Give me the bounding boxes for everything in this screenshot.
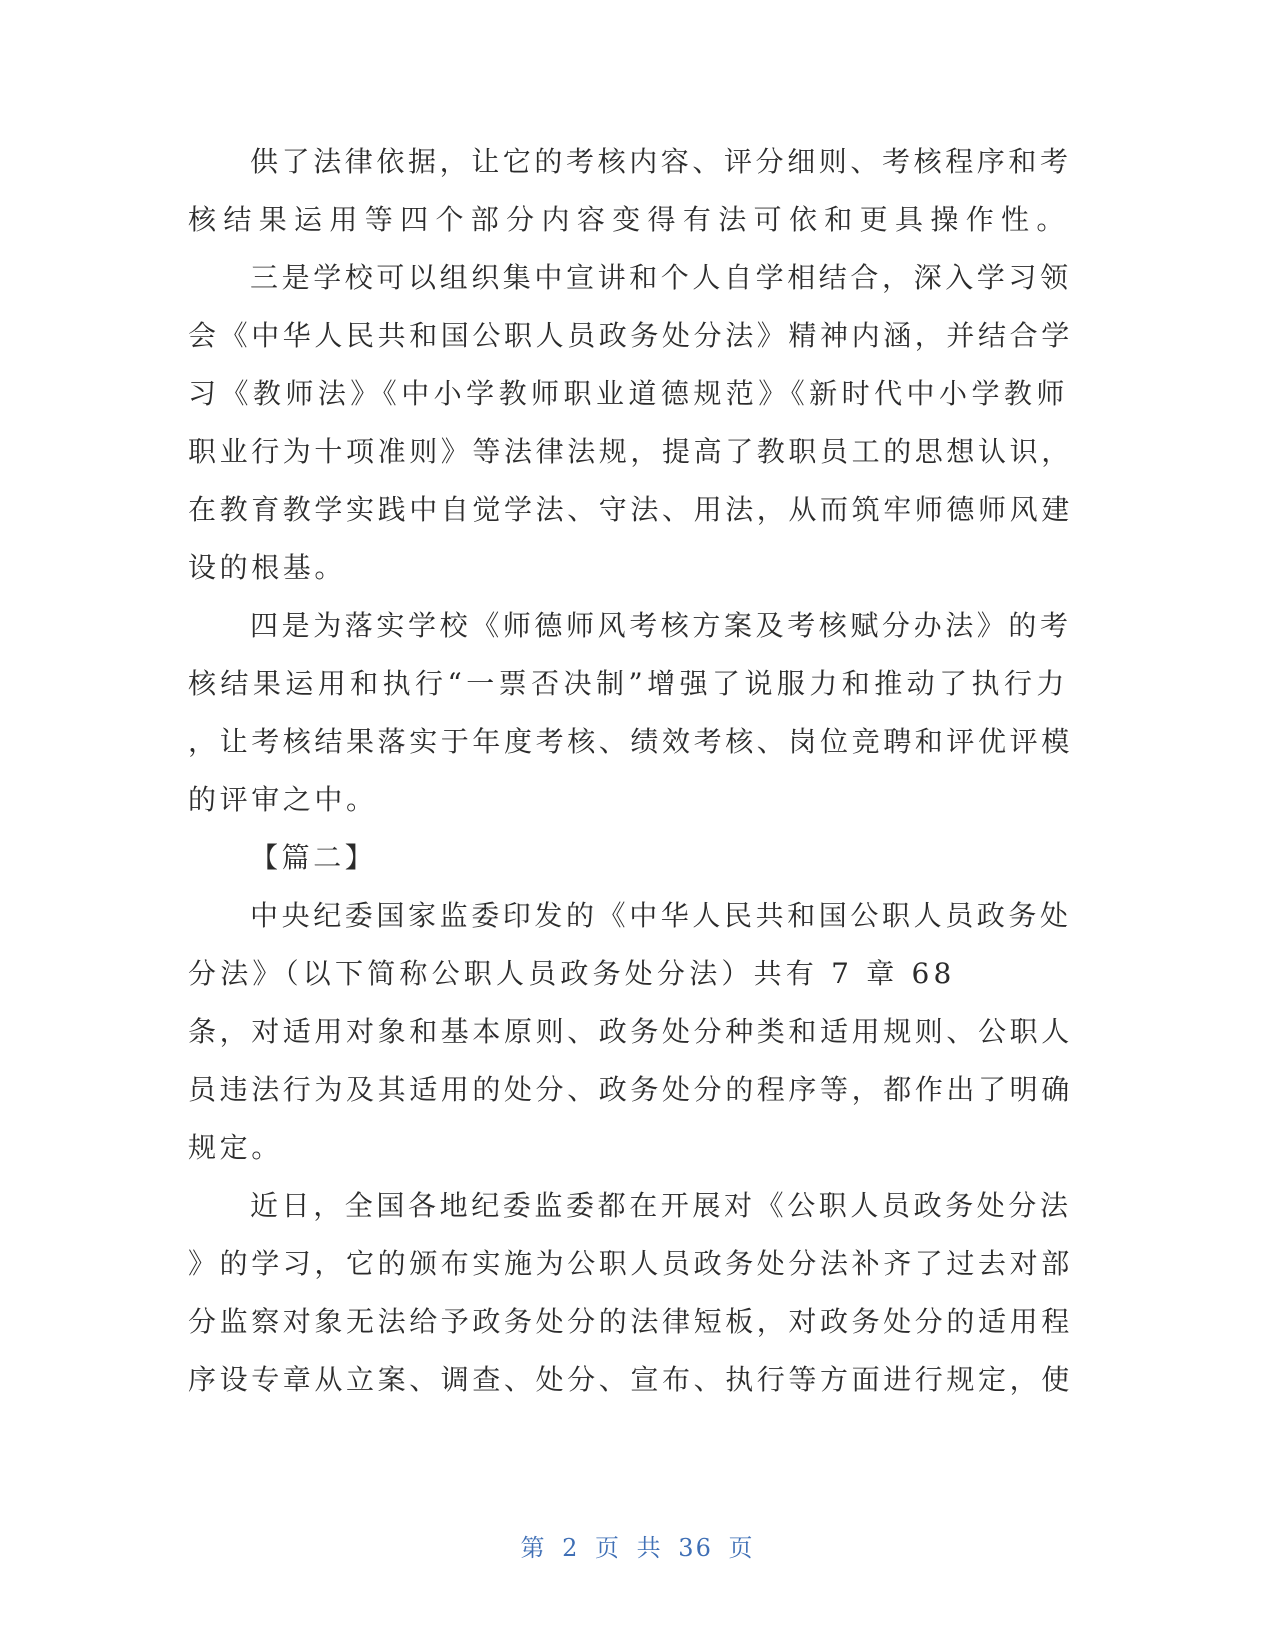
- page-number-label: 第 2 页 共 36 页: [520, 1534, 755, 1562]
- text-line: 核结果运用等四个部分内容变得有法可依和更具操作性。: [188, 203, 1068, 236]
- text-line: 职业行为十项准则》等法律法规，提高了教职员工的思想认识，: [188, 435, 1073, 468]
- text-line: 员违法行为及其适用的处分、政务处分的程序等，都作出了明确: [188, 1073, 1073, 1106]
- text-line: 分法》（以下简称公职人员政务处分法）共有 7 章 68: [188, 957, 956, 990]
- text-line: ，让考核结果落实于年度考核、绩效考核、岗位竞聘和评优评模: [188, 725, 1073, 758]
- text-line: 近日，全国各地纪委监委都在开展对《公职人员政务处分法: [250, 1189, 1072, 1222]
- text-line: 三是学校可以组织集中宣讲和个人自学相结合，深入学习领: [250, 261, 1072, 294]
- text-line: 规定。: [188, 1131, 283, 1164]
- text-line: 习《教师法》《中小学教师职业道德规范》《新时代中小学教师: [188, 377, 1068, 410]
- text-line: 四是为落实学校《师德师风考核方案及考核赋分办法》的考: [250, 609, 1072, 642]
- text-line: 序设专章从立案、调查、处分、宣布、执行等方面进行规定，使: [188, 1363, 1073, 1396]
- page-footer: [0, 1532, 1275, 1564]
- text-line: 分监察对象无法给予政务处分的法律短板，对政务处分的适用程: [188, 1305, 1073, 1338]
- text-line: 条，对适用对象和基本原则、政务处分种类和适用规则、公职人: [188, 1015, 1073, 1048]
- text-line: 的评审之中。: [188, 783, 378, 816]
- text-line: 中央纪委国家监委印发的《中华人民共和国公职人员政务处: [250, 899, 1072, 932]
- section-heading: 【篇二】: [250, 841, 377, 874]
- text-line: 在教育教学实践中自觉学法、守法、用法，从而筑牢师德师风建: [188, 493, 1073, 526]
- text-line: 会《中华人民共和国公职人员政务处分法》精神内涵，并结合学: [188, 319, 1073, 352]
- text-line: 核结果运用和执行“一票否决制”增强了说服力和推动了执行力: [188, 667, 1068, 700]
- text-line: 》的学习，它的颁布实施为公职人员政务处分法补齐了过去对部: [188, 1247, 1073, 1280]
- text-line: 设的根基。: [188, 551, 347, 584]
- text-line: 供了法律依据，让它的考核内容、评分细则、考核程序和考: [250, 145, 1072, 178]
